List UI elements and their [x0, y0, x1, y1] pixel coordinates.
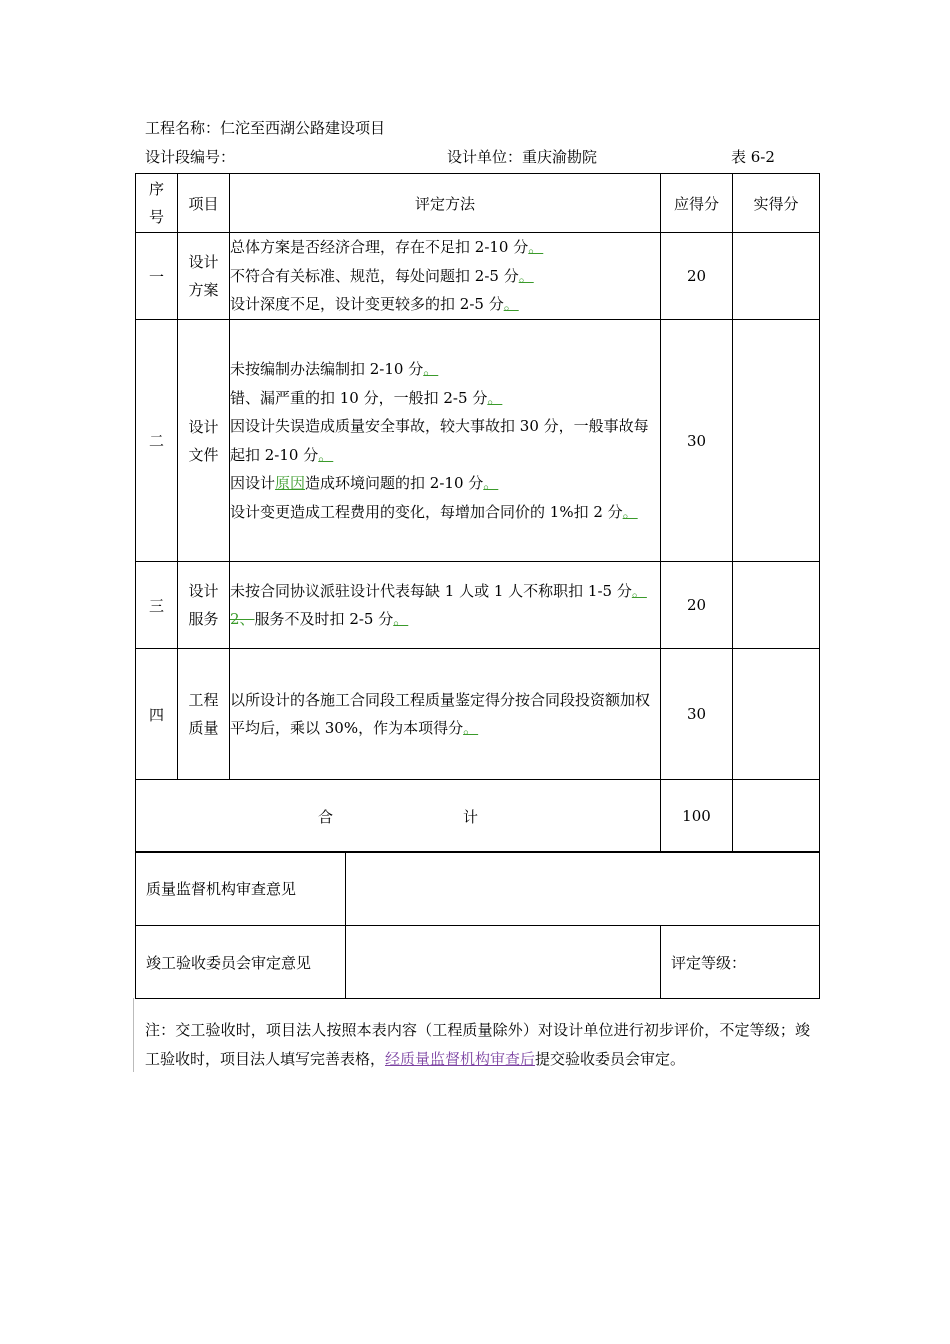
row-score: 20 [661, 233, 733, 320]
row-seq: 四 [136, 649, 178, 780]
table-row [136, 562, 820, 649]
tracked-deletion: 2、 [230, 610, 255, 628]
total-label: 合 计 [136, 780, 661, 853]
evaluation-table [135, 173, 820, 853]
tracked-insert: 原因 [275, 474, 306, 492]
committee-opinion[interactable] [346, 926, 661, 999]
row-actual-score[interactable] [733, 562, 820, 649]
row-actual-score[interactable] [733, 649, 820, 780]
table-header-row [136, 174, 820, 233]
committee-label: 竣工验收委员会审定意见 [136, 926, 346, 999]
row-actual-score[interactable] [733, 233, 820, 320]
row-seq: 二 [136, 320, 178, 562]
header-method: 评定方法 [230, 174, 661, 233]
row-item: 设计服务 [178, 562, 230, 649]
header-seq: 序号 [136, 174, 178, 233]
row-item: 设计文件 [178, 320, 230, 562]
footnote: 注：交工验收时，项目法人按照本表内容（工程质量除外）对设计单位进行初步评价，不定等级；竣工验收时，项目法人填写完善表格，经质量监督机构审查后提交验收委员会审定。 [145, 1021, 810, 1068]
row-actual-score[interactable] [733, 320, 820, 562]
row-score: 30 [661, 320, 733, 562]
row-score: 30 [661, 649, 733, 780]
table-row [136, 649, 820, 780]
row-seq: 一 [136, 233, 178, 320]
header-score-actual: 实得分 [733, 174, 820, 233]
row-item: 设计方案 [178, 233, 230, 320]
total-row [136, 780, 820, 853]
project-name: 工程名称：仁沱至西湖公路建设项目 [145, 119, 386, 137]
row-method: 以所设计的各施工合同段工程质量鉴定得分按合同段投资额加权平均后，乘以 30%，作为本项得分。 [230, 649, 661, 780]
header-item: 项目 [178, 174, 230, 233]
margin-line [133, 998, 134, 1072]
table-row [136, 320, 820, 562]
section-number: 设计段编号： [145, 148, 236, 166]
review-table [135, 851, 820, 999]
total-actual-score[interactable] [733, 780, 820, 853]
supervision-opinion[interactable] [346, 852, 820, 926]
row-method: 未按合同协议派驻设计代表每缺 1 人或 1 人不称职扣 1-5 分。 2、服务不及时扣 2-5 分。 [230, 562, 661, 649]
row-seq: 三 [136, 562, 178, 649]
row-score: 20 [661, 562, 733, 649]
table-number: 表 6-2 [731, 148, 775, 166]
table-row [136, 233, 820, 320]
note-link[interactable]: 经质量监督机构审查后 [385, 1050, 536, 1068]
row-method: 总体方案是否经济合理，存在不足扣 2-10 分。 不符合有关标准、规范，每处问题扣 2-5 分。 设计深度不足，设计变更较多的扣 2-5 分。 [230, 233, 661, 320]
design-unit: 设计单位：重庆渝勘院 [447, 148, 598, 166]
row-item: 工程质量 [178, 649, 230, 780]
grade-label: 评定等级： [661, 926, 820, 999]
row-method: 未按编制办法编制扣 2-10 分。 错、漏严重的扣 10 分，一般扣 2-5 分。 因设计失误造成质量安全事故，较大事故扣 30 分，一般事故每起扣 2-10 分。 因设计原因造成环境问题的扣 2-10 分。 设计变更造成工程费用的变化，每增加合同价的 1%扣 2 分。 [230, 320, 661, 562]
header-score-due: 应得分 [661, 174, 733, 233]
supervision-label: 质量监督机构审查意见 [136, 852, 346, 926]
total-score: 100 [661, 780, 733, 853]
